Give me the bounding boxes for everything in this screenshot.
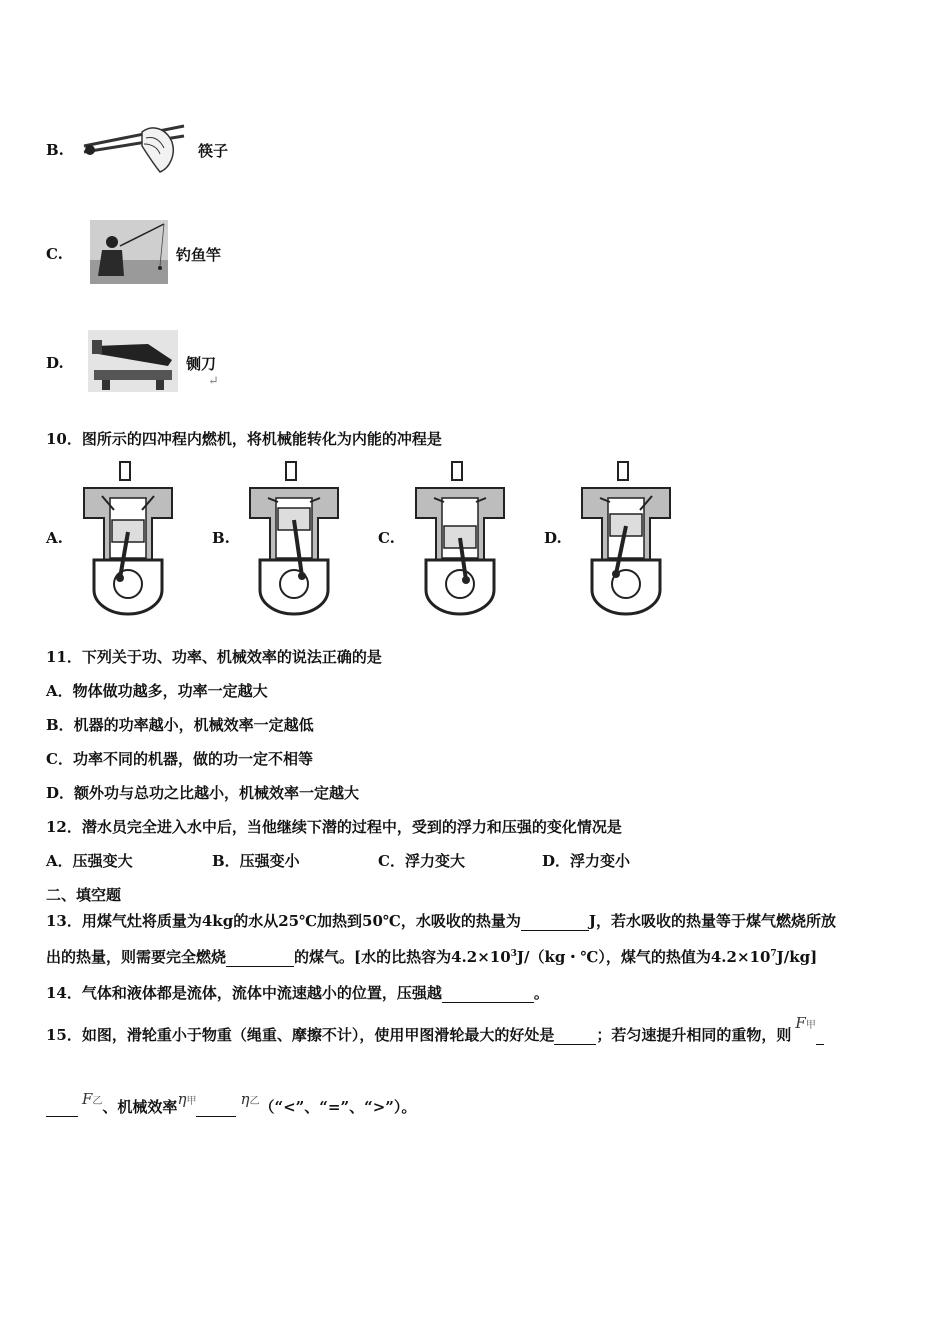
- q10-stem: 10．图所示的四冲程内燃机，将机械能转化为内能的冲程是: [46, 430, 442, 448]
- q15-text: （“<”、“=”、“>”）。: [259, 1098, 417, 1116]
- q15-line1: [46, 1014, 824, 1045]
- q12-option-c: C．浮力变大: [378, 852, 465, 870]
- engine-option-d: [544, 460, 674, 616]
- answer-blank[interactable]: [226, 952, 294, 967]
- engine-option-a: [46, 460, 176, 616]
- fishing-rod-image: [90, 220, 168, 288]
- answer-blank[interactable]: [196, 1102, 236, 1117]
- option-letter: D.: [544, 529, 562, 547]
- option-letter: B.: [46, 141, 64, 159]
- force-symbol: F: [795, 1014, 806, 1032]
- engine-diagram-power: [412, 460, 508, 616]
- q11-option-c: C．功率不同的机器，做的功一定不相等: [46, 750, 313, 768]
- answer-blank[interactable]: [521, 916, 589, 931]
- q12-option-d: D．浮力变小: [542, 852, 631, 870]
- q15-line2: [46, 1090, 417, 1117]
- f-jia-symbol: [795, 1014, 815, 1032]
- q9-option-c: [46, 220, 221, 288]
- q12-stem: 12．潜水员完全进入水中后，当他继续下潜的过程中，受到的浮力和压强的变化情况是: [46, 818, 622, 836]
- q12-option-a: A．压强变大: [46, 852, 133, 870]
- q13-line2: [46, 946, 817, 967]
- option-label: 筷子: [198, 141, 229, 160]
- subscript: 乙: [92, 1096, 103, 1107]
- q13-text: 出的热量，则需要完全燃烧: [46, 948, 227, 966]
- option-label: 铡刀: [186, 354, 217, 373]
- force-symbol: F: [82, 1090, 93, 1108]
- section-heading: 二、填空题: [46, 886, 122, 904]
- subscript: 甲: [186, 1096, 197, 1107]
- option-letter: B.: [212, 529, 230, 547]
- answer-blank[interactable]: [554, 1030, 596, 1045]
- answer-blank[interactable]: [46, 1102, 78, 1117]
- answer-blank[interactable]: [442, 988, 534, 1003]
- chopsticks-image: [80, 118, 190, 182]
- q11-option-b: B．机器的功率越小，机械效率一定越低: [46, 716, 314, 734]
- q13-text: J/（kg・℃），煤气的热值为4.2×10: [516, 948, 771, 966]
- q14-text: 。: [533, 984, 549, 1002]
- engine-diagram-exhaust: [578, 460, 674, 616]
- engine-option-c: [378, 460, 508, 616]
- q15-text: ；若匀速提升相同的重物，则: [596, 1026, 792, 1044]
- guillotine-cutter-image: [88, 330, 178, 396]
- q9-option-d: [46, 330, 219, 396]
- return-mark: ↵: [208, 373, 219, 389]
- q14-text: 14．气体和液体都是流体，流体中流速越小的位置，压强越: [46, 984, 442, 1002]
- answer-blank[interactable]: [816, 1030, 824, 1045]
- q11-stem: 11．下列关于功、功率、机械效率的说法正确的是: [46, 648, 382, 666]
- exponent: 7: [770, 949, 777, 959]
- engine-diagram-intake: [80, 460, 176, 616]
- efficiency-symbol: η: [177, 1090, 187, 1108]
- efficiency-symbol: η: [240, 1090, 250, 1108]
- engine-diagram-compression: [246, 460, 342, 616]
- option-letter: D.: [46, 354, 64, 372]
- q9-option-b: [46, 118, 228, 182]
- engine-figures: [46, 460, 686, 620]
- engine-option-b: [212, 460, 342, 616]
- q14-line: [46, 982, 549, 1003]
- option-letter: A.: [46, 529, 63, 547]
- q15-text: 15．如图，滑轮重小于物重（绳重、摩擦不计），使用甲图滑轮最大的好处是: [46, 1026, 555, 1044]
- q11-option-a: A．物体做功越多，功率一定越大: [46, 682, 268, 700]
- q12-option-b: B．压强变小: [212, 852, 300, 870]
- q13-text: J/kg]: [776, 948, 818, 966]
- eta-yi-symbol: [240, 1090, 259, 1108]
- subscript: 乙: [249, 1096, 260, 1107]
- q13-text: 的煤气。[水的比热容为4.2×10: [294, 948, 511, 966]
- q11-option-d: D．额外功与总功之比越小，机械效率一定越大: [46, 784, 360, 802]
- exponent: 3: [510, 949, 517, 959]
- option-letter: C.: [46, 245, 63, 263]
- f-yi-symbol: [82, 1090, 102, 1108]
- q13-text: 13．用煤气灶将质量为4kg的水从25℃加热到50℃，水吸收的热量为: [46, 912, 521, 930]
- subscript: 甲: [805, 1020, 816, 1031]
- option-letter: C.: [378, 529, 395, 547]
- eta-jia-symbol: [177, 1090, 196, 1108]
- q13-line1: [46, 910, 836, 931]
- q15-text: 、机械效率: [102, 1098, 178, 1116]
- option-label: 钓鱼竿: [176, 245, 222, 264]
- q13-text: J，若水吸收的热量等于煤气燃烧所放: [588, 912, 836, 930]
